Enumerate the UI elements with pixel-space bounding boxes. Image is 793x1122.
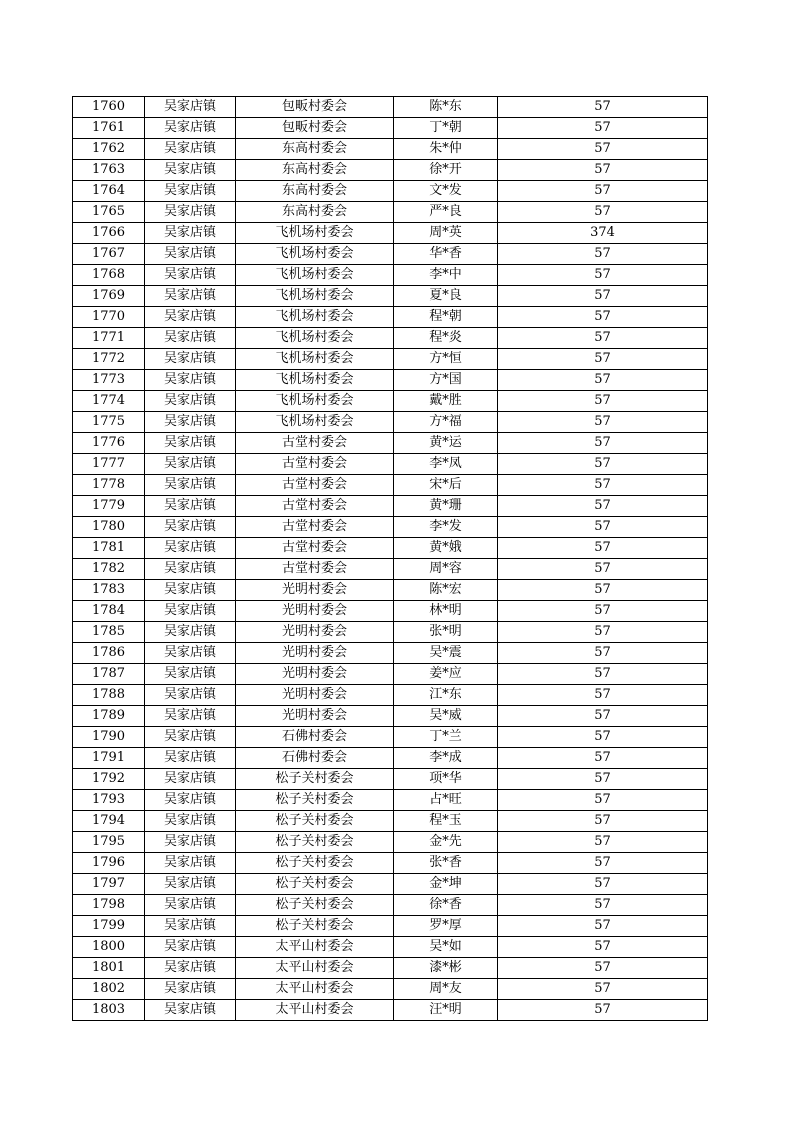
amount-cell: 57 [498,937,708,958]
amount-cell: 57 [498,160,708,181]
town-name-cell: 吴家店镇 [145,370,236,391]
town-name-cell: 吴家店镇 [145,706,236,727]
table-body [73,97,708,1021]
town-name-cell: 吴家店镇 [145,811,236,832]
village-committee-cell: 光明村委会 [236,643,394,664]
table-row [73,958,708,979]
person-name-cell: 张*香 [394,853,498,874]
person-name-cell: 吴*如 [394,937,498,958]
amount-cell: 57 [498,139,708,160]
table-row [73,664,708,685]
row-number-cell: 1783 [73,580,145,601]
table-row [73,811,708,832]
town-name-cell: 吴家店镇 [145,517,236,538]
town-name-cell: 吴家店镇 [145,769,236,790]
table-row [73,97,708,118]
row-number-cell: 1786 [73,643,145,664]
person-name-cell: 方*福 [394,412,498,433]
person-name-cell: 占*旺 [394,790,498,811]
row-number-cell: 1794 [73,811,145,832]
row-number-cell: 1799 [73,916,145,937]
person-name-cell: 文*发 [394,181,498,202]
amount-cell: 57 [498,979,708,1000]
person-name-cell: 黄*娥 [394,538,498,559]
town-name-cell: 吴家店镇 [145,727,236,748]
table-row [73,160,708,181]
person-name-cell: 程*玉 [394,811,498,832]
town-name-cell: 吴家店镇 [145,118,236,139]
village-committee-cell: 飞机场村委会 [236,412,394,433]
town-name-cell: 吴家店镇 [145,475,236,496]
amount-cell: 57 [498,328,708,349]
table-row [73,475,708,496]
town-name-cell: 吴家店镇 [145,433,236,454]
table-row [73,349,708,370]
town-name-cell: 吴家店镇 [145,328,236,349]
amount-cell: 57 [498,307,708,328]
village-committee-cell: 太平山村委会 [236,1000,394,1021]
person-name-cell: 吴*威 [394,706,498,727]
person-name-cell: 徐*开 [394,160,498,181]
village-committee-cell: 松子关村委会 [236,874,394,895]
village-committee-cell: 包畈村委会 [236,118,394,139]
person-name-cell: 周*容 [394,559,498,580]
town-name-cell: 吴家店镇 [145,958,236,979]
person-name-cell: 方*国 [394,370,498,391]
person-name-cell: 汪*明 [394,1000,498,1021]
person-name-cell: 张*明 [394,622,498,643]
amount-cell: 57 [498,265,708,286]
table-row [73,139,708,160]
person-name-cell: 罗*厚 [394,916,498,937]
village-committee-cell: 古堂村委会 [236,517,394,538]
person-name-cell: 华*香 [394,244,498,265]
village-committee-cell: 飞机场村委会 [236,223,394,244]
amount-cell: 57 [498,391,708,412]
row-number-cell: 1784 [73,601,145,622]
data-table [72,96,708,1021]
table-row [73,244,708,265]
village-committee-cell: 飞机场村委会 [236,307,394,328]
village-committee-cell: 光明村委会 [236,622,394,643]
amount-cell: 57 [498,181,708,202]
table-row [73,706,708,727]
amount-cell: 57 [498,538,708,559]
table-row [73,496,708,517]
table-row [73,853,708,874]
village-committee-cell: 太平山村委会 [236,958,394,979]
amount-cell: 57 [498,601,708,622]
village-committee-cell: 飞机场村委会 [236,265,394,286]
village-committee-cell: 古堂村委会 [236,496,394,517]
village-committee-cell: 松子关村委会 [236,853,394,874]
row-number-cell: 1802 [73,979,145,1000]
village-committee-cell: 光明村委会 [236,601,394,622]
town-name-cell: 吴家店镇 [145,979,236,1000]
town-name-cell: 吴家店镇 [145,349,236,370]
village-committee-cell: 古堂村委会 [236,475,394,496]
person-name-cell: 戴*胜 [394,391,498,412]
town-name-cell: 吴家店镇 [145,790,236,811]
town-name-cell: 吴家店镇 [145,160,236,181]
town-name-cell: 吴家店镇 [145,496,236,517]
town-name-cell: 吴家店镇 [145,601,236,622]
person-name-cell: 程*炎 [394,328,498,349]
village-committee-cell: 东高村委会 [236,139,394,160]
village-committee-cell: 古堂村委会 [236,559,394,580]
table-row [73,286,708,307]
amount-cell: 57 [498,97,708,118]
row-number-cell: 1773 [73,370,145,391]
table-row [73,1000,708,1021]
row-number-cell: 1793 [73,790,145,811]
row-number-cell: 1801 [73,958,145,979]
village-committee-cell: 古堂村委会 [236,538,394,559]
row-number-cell: 1778 [73,475,145,496]
town-name-cell: 吴家店镇 [145,391,236,412]
amount-cell: 57 [498,580,708,601]
table-row [73,517,708,538]
table-row [73,580,708,601]
row-number-cell: 1797 [73,874,145,895]
amount-cell: 57 [498,202,708,223]
row-number-cell: 1779 [73,496,145,517]
town-name-cell: 吴家店镇 [145,685,236,706]
town-name-cell: 吴家店镇 [145,622,236,643]
village-committee-cell: 太平山村委会 [236,979,394,1000]
town-name-cell: 吴家店镇 [145,832,236,853]
table-row [73,559,708,580]
person-name-cell: 漆*彬 [394,958,498,979]
person-name-cell: 徐*香 [394,895,498,916]
table-row [73,979,708,1000]
village-committee-cell: 石佛村委会 [236,748,394,769]
amount-cell: 57 [498,370,708,391]
table-row [73,643,708,664]
table-row [73,118,708,139]
person-name-cell: 程*朝 [394,307,498,328]
town-name-cell: 吴家店镇 [145,664,236,685]
table-row [73,601,708,622]
row-number-cell: 1781 [73,538,145,559]
person-name-cell: 李*成 [394,748,498,769]
table-row [73,538,708,559]
row-number-cell: 1792 [73,769,145,790]
row-number-cell: 1771 [73,328,145,349]
row-number-cell: 1790 [73,727,145,748]
person-name-cell: 朱*仲 [394,139,498,160]
person-name-cell: 方*恒 [394,349,498,370]
amount-cell: 57 [498,118,708,139]
person-name-cell: 林*明 [394,601,498,622]
person-name-cell: 周*英 [394,223,498,244]
person-name-cell: 项*华 [394,769,498,790]
person-name-cell: 姜*应 [394,664,498,685]
village-committee-cell: 飞机场村委会 [236,391,394,412]
amount-cell: 57 [498,454,708,475]
row-number-cell: 1800 [73,937,145,958]
row-number-cell: 1785 [73,622,145,643]
person-name-cell: 黄*珊 [394,496,498,517]
village-committee-cell: 东高村委会 [236,160,394,181]
amount-cell: 57 [498,433,708,454]
table-row [73,874,708,895]
person-name-cell: 李*发 [394,517,498,538]
row-number-cell: 1777 [73,454,145,475]
town-name-cell: 吴家店镇 [145,202,236,223]
row-number-cell: 1768 [73,265,145,286]
row-number-cell: 1766 [73,223,145,244]
row-number-cell: 1769 [73,286,145,307]
person-name-cell: 吴*震 [394,643,498,664]
amount-cell: 57 [498,475,708,496]
amount-cell: 57 [498,958,708,979]
amount-cell: 57 [498,517,708,538]
village-committee-cell: 光明村委会 [236,685,394,706]
table-row [73,748,708,769]
row-number-cell: 1761 [73,118,145,139]
village-committee-cell: 光明村委会 [236,664,394,685]
village-committee-cell: 包畈村委会 [236,97,394,118]
row-number-cell: 1791 [73,748,145,769]
amount-cell: 57 [498,706,708,727]
row-number-cell: 1760 [73,97,145,118]
row-number-cell: 1767 [73,244,145,265]
village-committee-cell: 太平山村委会 [236,937,394,958]
town-name-cell: 吴家店镇 [145,748,236,769]
row-number-cell: 1764 [73,181,145,202]
row-number-cell: 1796 [73,853,145,874]
village-committee-cell: 飞机场村委会 [236,370,394,391]
row-number-cell: 1762 [73,139,145,160]
table-row [73,727,708,748]
person-name-cell: 黄*运 [394,433,498,454]
town-name-cell: 吴家店镇 [145,538,236,559]
village-committee-cell: 松子关村委会 [236,916,394,937]
row-number-cell: 1798 [73,895,145,916]
row-number-cell: 1765 [73,202,145,223]
table-row [73,391,708,412]
village-committee-cell: 光明村委会 [236,706,394,727]
amount-cell: 57 [498,349,708,370]
table-row [73,895,708,916]
town-name-cell: 吴家店镇 [145,1000,236,1021]
table-row [73,307,708,328]
amount-cell: 57 [498,496,708,517]
table-row [73,454,708,475]
amount-cell: 57 [498,727,708,748]
village-committee-cell: 东高村委会 [236,202,394,223]
amount-cell: 57 [498,916,708,937]
table-row [73,790,708,811]
row-number-cell: 1774 [73,391,145,412]
amount-cell: 57 [498,622,708,643]
village-committee-cell: 松子关村委会 [236,832,394,853]
town-name-cell: 吴家店镇 [145,97,236,118]
amount-cell: 57 [498,664,708,685]
amount-cell: 57 [498,1000,708,1021]
amount-cell: 374 [498,223,708,244]
table-row [73,265,708,286]
row-number-cell: 1788 [73,685,145,706]
person-name-cell: 夏*良 [394,286,498,307]
town-name-cell: 吴家店镇 [145,559,236,580]
town-name-cell: 吴家店镇 [145,895,236,916]
village-committee-cell: 光明村委会 [236,580,394,601]
town-name-cell: 吴家店镇 [145,412,236,433]
town-name-cell: 吴家店镇 [145,643,236,664]
village-committee-cell: 古堂村委会 [236,454,394,475]
person-name-cell: 李*凤 [394,454,498,475]
table-row [73,622,708,643]
village-committee-cell: 飞机场村委会 [236,244,394,265]
person-name-cell: 丁*朝 [394,118,498,139]
amount-cell: 57 [498,412,708,433]
amount-cell: 57 [498,244,708,265]
table-row [73,769,708,790]
table-row [73,370,708,391]
table-row [73,328,708,349]
amount-cell: 57 [498,643,708,664]
person-name-cell: 宋*后 [394,475,498,496]
amount-cell: 57 [498,811,708,832]
table-row [73,181,708,202]
village-committee-cell: 古堂村委会 [236,433,394,454]
town-name-cell: 吴家店镇 [145,265,236,286]
amount-cell: 57 [498,559,708,580]
table-row [73,832,708,853]
person-name-cell: 丁*兰 [394,727,498,748]
table-row [73,202,708,223]
village-committee-cell: 松子关村委会 [236,811,394,832]
person-name-cell: 陈*东 [394,97,498,118]
town-name-cell: 吴家店镇 [145,853,236,874]
person-name-cell: 李*中 [394,265,498,286]
village-committee-cell: 松子关村委会 [236,790,394,811]
amount-cell: 57 [498,769,708,790]
row-number-cell: 1803 [73,1000,145,1021]
row-number-cell: 1775 [73,412,145,433]
town-name-cell: 吴家店镇 [145,286,236,307]
person-name-cell: 金*先 [394,832,498,853]
row-number-cell: 1789 [73,706,145,727]
table-row [73,685,708,706]
row-number-cell: 1770 [73,307,145,328]
village-committee-cell: 飞机场村委会 [236,286,394,307]
town-name-cell: 吴家店镇 [145,916,236,937]
person-name-cell: 金*坤 [394,874,498,895]
town-name-cell: 吴家店镇 [145,181,236,202]
row-number-cell: 1776 [73,433,145,454]
amount-cell: 57 [498,748,708,769]
village-committee-cell: 石佛村委会 [236,727,394,748]
table-row [73,412,708,433]
town-name-cell: 吴家店镇 [145,937,236,958]
town-name-cell: 吴家店镇 [145,454,236,475]
person-name-cell: 严*良 [394,202,498,223]
row-number-cell: 1763 [73,160,145,181]
village-committee-cell: 松子关村委会 [236,895,394,916]
row-number-cell: 1782 [73,559,145,580]
amount-cell: 57 [498,853,708,874]
row-number-cell: 1787 [73,664,145,685]
town-name-cell: 吴家店镇 [145,244,236,265]
village-committee-cell: 飞机场村委会 [236,349,394,370]
row-number-cell: 1795 [73,832,145,853]
town-name-cell: 吴家店镇 [145,139,236,160]
amount-cell: 57 [498,874,708,895]
town-name-cell: 吴家店镇 [145,307,236,328]
town-name-cell: 吴家店镇 [145,580,236,601]
table-row [73,223,708,244]
amount-cell: 57 [498,685,708,706]
amount-cell: 57 [498,895,708,916]
table-row [73,433,708,454]
person-name-cell: 周*友 [394,979,498,1000]
row-number-cell: 1772 [73,349,145,370]
person-name-cell: 陈*宏 [394,580,498,601]
person-name-cell: 江*东 [394,685,498,706]
village-committee-cell: 飞机场村委会 [236,328,394,349]
village-committee-cell: 东高村委会 [236,181,394,202]
amount-cell: 57 [498,286,708,307]
amount-cell: 57 [498,790,708,811]
town-name-cell: 吴家店镇 [145,223,236,244]
table-row [73,937,708,958]
amount-cell: 57 [498,832,708,853]
town-name-cell: 吴家店镇 [145,874,236,895]
row-number-cell: 1780 [73,517,145,538]
village-committee-cell: 松子关村委会 [236,769,394,790]
table-row [73,916,708,937]
